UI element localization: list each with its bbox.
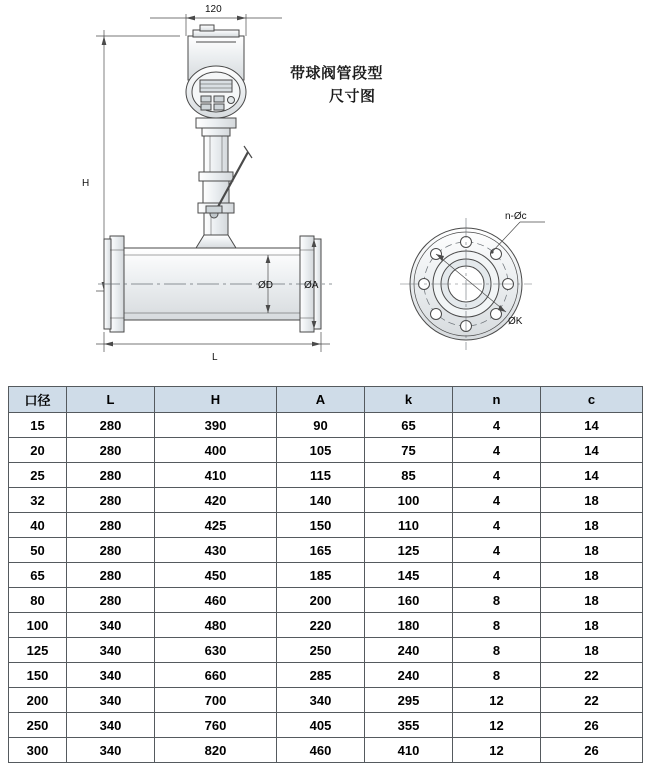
table-cell: 340 — [67, 663, 155, 688]
table-row — [9, 538, 643, 563]
table-cell: 8 — [453, 588, 541, 613]
table-cell: 115 — [277, 463, 365, 488]
dim-label-width: 120 — [205, 4, 222, 15]
table-cell: 4 — [453, 513, 541, 538]
table-cell: 340 — [67, 738, 155, 763]
table-cell: 150 — [9, 663, 67, 688]
table-cell: 4 — [453, 463, 541, 488]
table-cell: 18 — [541, 538, 643, 563]
table-cell: 8 — [453, 613, 541, 638]
table-cell: 18 — [541, 488, 643, 513]
table-header-cell: n — [453, 387, 541, 413]
table-cell: 660 — [155, 663, 277, 688]
table-header-cell: L — [67, 387, 155, 413]
table-header-row — [9, 387, 643, 413]
table-cell: 460 — [277, 738, 365, 763]
table-cell: 240 — [365, 663, 453, 688]
neck-flange — [196, 118, 236, 136]
table-cell: 280 — [67, 488, 155, 513]
table-cell: 14 — [541, 463, 643, 488]
table-cell: 200 — [277, 588, 365, 613]
table-row — [9, 638, 643, 663]
table-cell: 50 — [9, 538, 67, 563]
table-header-cell: c — [541, 387, 643, 413]
flowmeter-drawing-svg — [0, 0, 650, 378]
table-cell: 80 — [9, 588, 67, 613]
table-cell: 160 — [365, 588, 453, 613]
table-cell: 430 — [155, 538, 277, 563]
dim-label-bolt-circle: ØK — [508, 316, 523, 327]
table-cell: 125 — [365, 538, 453, 563]
table-cell: 4 — [453, 488, 541, 513]
table-cell: 280 — [67, 538, 155, 563]
table-cell: 15 — [9, 413, 67, 438]
table-cell: 100 — [9, 613, 67, 638]
table-cell: 25 — [9, 463, 67, 488]
table-cell: 12 — [453, 713, 541, 738]
display-unit — [186, 66, 246, 118]
table-row — [9, 563, 643, 588]
table-cell: 26 — [541, 713, 643, 738]
table-header-cell: k — [365, 387, 453, 413]
table-cell: 8 — [453, 638, 541, 663]
table-cell: 22 — [541, 688, 643, 713]
table-cell: 280 — [67, 463, 155, 488]
drawing-title-line2: 尺寸图 — [329, 88, 376, 105]
table-cell: 390 — [155, 413, 277, 438]
table-cell: 250 — [9, 713, 67, 738]
table-cell: 4 — [453, 563, 541, 588]
table-cell: 100 — [365, 488, 453, 513]
table-cell: 280 — [67, 563, 155, 588]
table-row — [9, 588, 643, 613]
table-cell: 340 — [67, 713, 155, 738]
table-cell: 165 — [277, 538, 365, 563]
table-cell: 280 — [67, 513, 155, 538]
dim-label-length: L — [212, 352, 218, 363]
table-cell: 125 — [9, 638, 67, 663]
table-cell: 4 — [453, 413, 541, 438]
table-cell: 250 — [277, 638, 365, 663]
dim-L — [96, 332, 330, 352]
table-cell: 150 — [277, 513, 365, 538]
table-cell: 65 — [365, 413, 453, 438]
table-cell: 355 — [365, 713, 453, 738]
table-cell: 4 — [453, 438, 541, 463]
table-cell: 700 — [155, 688, 277, 713]
table-cell: 18 — [541, 613, 643, 638]
table-header-cell: A — [277, 387, 365, 413]
table-cell: 340 — [67, 638, 155, 663]
table-cell: 400 — [155, 438, 277, 463]
table-cell: 480 — [155, 613, 277, 638]
table-cell: 110 — [365, 513, 453, 538]
table-header-cell: H — [155, 387, 277, 413]
table-cell: 405 — [277, 713, 365, 738]
drawing-canvas — [0, 0, 650, 378]
table-cell: 340 — [67, 688, 155, 713]
dim-label-height: H — [82, 178, 90, 189]
table-cell: 760 — [155, 713, 277, 738]
table-cell: 410 — [155, 463, 277, 488]
table-cell: 20 — [9, 438, 67, 463]
table-cell: 105 — [277, 438, 365, 463]
table-cell: 285 — [277, 663, 365, 688]
table-cell: 280 — [67, 413, 155, 438]
table-cell: 18 — [541, 563, 643, 588]
table-cell: 65 — [9, 563, 67, 588]
table-cell: 340 — [67, 613, 155, 638]
table-cell: 12 — [453, 688, 541, 713]
table-cell: 4 — [453, 538, 541, 563]
table-cell: 180 — [365, 613, 453, 638]
table-cell: 14 — [541, 438, 643, 463]
table-cell: 185 — [277, 563, 365, 588]
dimensions-table — [8, 386, 643, 763]
table-cell: 300 — [9, 738, 67, 763]
table-cell: 200 — [9, 688, 67, 713]
table-cell: 140 — [277, 488, 365, 513]
table-cell: 32 — [9, 488, 67, 513]
technical-drawing — [0, 0, 650, 378]
table-cell: 26 — [541, 738, 643, 763]
table-cell: 460 — [155, 588, 277, 613]
table-cell: 85 — [365, 463, 453, 488]
table-cell: 12 — [453, 738, 541, 763]
dim-label-bolt-holes: n-Øc — [505, 211, 527, 222]
table-cell: 425 — [155, 513, 277, 538]
table-cell: 90 — [277, 413, 365, 438]
table-cell: 40 — [9, 513, 67, 538]
table-cell: 295 — [365, 688, 453, 713]
table-row — [9, 463, 643, 488]
table-cell: 220 — [277, 613, 365, 638]
pipe-body — [124, 235, 300, 320]
table-row — [9, 488, 643, 513]
drawing-title-line1: 带球阀管段型 — [290, 65, 384, 82]
table-cell: 22 — [541, 663, 643, 688]
table-row — [9, 688, 643, 713]
table-row — [9, 738, 643, 763]
table-cell: 8 — [453, 663, 541, 688]
table-cell: 630 — [155, 638, 277, 663]
table-row — [9, 413, 643, 438]
flange-face-view — [400, 218, 545, 350]
table-cell: 18 — [541, 588, 643, 613]
table-cell: 420 — [155, 488, 277, 513]
table-row — [9, 613, 643, 638]
table-cell: 14 — [541, 413, 643, 438]
table-row — [9, 438, 643, 463]
table-row — [9, 663, 643, 688]
table-row — [9, 713, 643, 738]
table-cell: 18 — [541, 513, 643, 538]
table-cell: 18 — [541, 638, 643, 663]
table-cell: 820 — [155, 738, 277, 763]
table-row — [9, 513, 643, 538]
table-header-cell: 口径 — [9, 387, 67, 413]
dimensions-table-wrap — [8, 386, 642, 763]
dim-label-bore: ØD — [258, 280, 273, 291]
table-cell: 340 — [277, 688, 365, 713]
table-cell: 240 — [365, 638, 453, 663]
dim-label-flange-od: ØA — [304, 280, 319, 291]
table-cell: 450 — [155, 563, 277, 588]
table-cell: 280 — [67, 588, 155, 613]
table-cell: 145 — [365, 563, 453, 588]
table-cell: 410 — [365, 738, 453, 763]
table-cell: 75 — [365, 438, 453, 463]
table-cell: 280 — [67, 438, 155, 463]
